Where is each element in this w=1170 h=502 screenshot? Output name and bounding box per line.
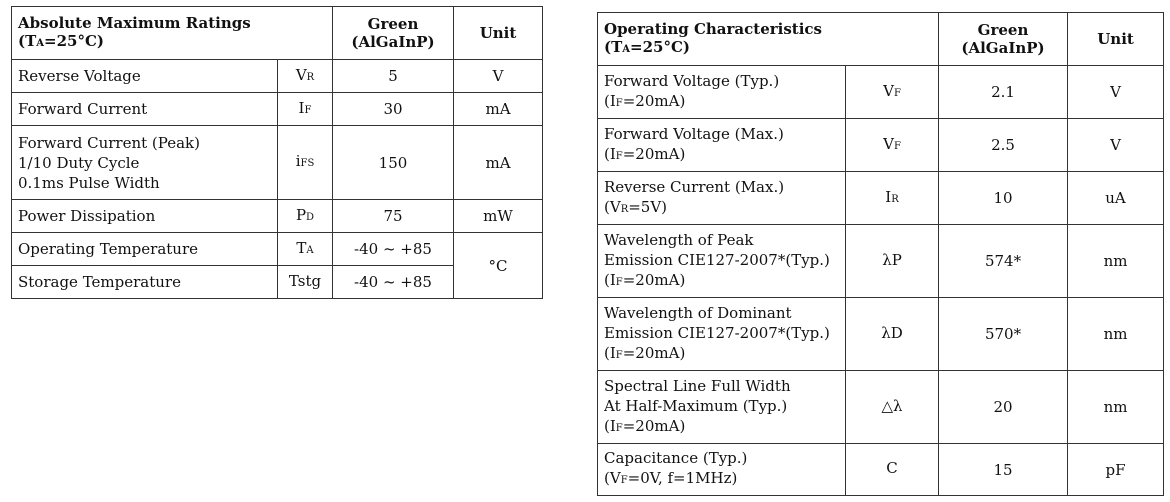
- value-cell: 20: [939, 371, 1068, 444]
- unit-cell: mA: [454, 93, 543, 126]
- param-cell: Wavelength of Peak Emission CIE127-2007*(Typ.) (IF=20mA): [598, 225, 846, 298]
- symbol-cell: IF: [278, 93, 333, 126]
- value-cell: 15: [939, 444, 1068, 496]
- unit-column-header: Unit: [1068, 13, 1164, 66]
- param-cell: Operating Temperature: [12, 233, 278, 266]
- unit-cell: mA: [454, 126, 543, 200]
- operating-characteristics-table: [597, 12, 1164, 496]
- symbol-cell: VF: [846, 66, 939, 119]
- value-cell: 5: [333, 60, 454, 93]
- param-cell: Forward Voltage (Typ.) (IF=20mA): [598, 66, 846, 119]
- absolute-maximum-ratings-table: [11, 6, 543, 299]
- unit-cell: nm: [1068, 298, 1164, 371]
- symbol-cell: TA: [278, 233, 333, 266]
- symbol-cell: △λ: [846, 371, 939, 444]
- symbol-cell: C: [846, 444, 939, 496]
- symbol-cell: λP: [846, 225, 939, 298]
- value-cell: 2.5: [939, 119, 1068, 172]
- table-condition: (TA=25°C): [604, 37, 691, 56]
- param-cell: Forward Current: [12, 93, 278, 126]
- symbol-cell: VF: [846, 119, 939, 172]
- unit-cell: nm: [1068, 371, 1164, 444]
- unit-cell: °C: [454, 233, 543, 299]
- table-row: [598, 119, 1164, 172]
- table-row: [598, 298, 1164, 371]
- unit-cell: pF: [1068, 444, 1164, 496]
- table-condition: (TA=25°C): [18, 31, 105, 50]
- table-row: [598, 66, 1164, 119]
- table-title: Operating Characteristics: [604, 19, 823, 38]
- param-cell: Spectral Line Full Width At Half-Maximum (Typ.) (IF=20mA): [598, 371, 846, 444]
- symbol-cell: Tstg: [278, 266, 333, 299]
- value-cell: 570*: [939, 298, 1068, 371]
- param-cell: Reverse Voltage: [12, 60, 278, 93]
- param-cell: Forward Voltage (Max.) (IF=20mA): [598, 119, 846, 172]
- table-header-row: [598, 13, 1164, 66]
- unit-cell: V: [1068, 119, 1164, 172]
- value-cell: 30: [333, 93, 454, 126]
- table-title-cell: [598, 13, 939, 66]
- table-row: [598, 172, 1164, 225]
- symbol-cell: λD: [846, 298, 939, 371]
- param-cell: Reverse Current (Max.) (VR=5V): [598, 172, 846, 225]
- value-cell: 574*: [939, 225, 1068, 298]
- unit-cell: V: [454, 60, 543, 93]
- table-row: [12, 233, 543, 266]
- table-row: [598, 444, 1164, 496]
- param-cell: Wavelength of Dominant Emission CIE127-2007*(Typ.) (IF=20mA): [598, 298, 846, 371]
- table-row: [12, 93, 543, 126]
- table-title: Absolute Maximum Ratings: [18, 13, 251, 32]
- param-cell: Capacitance (Typ.) (VF=0V, f=1MHz): [598, 444, 846, 496]
- value-cell: 2.1: [939, 66, 1068, 119]
- green-column-header: Green (AlGaInP): [333, 7, 454, 60]
- param-cell: Forward Current (Peak) 1/10 Duty Cycle 0.1ms Pulse Width: [12, 126, 278, 200]
- symbol-cell: PD: [278, 200, 333, 233]
- unit-cell: V: [1068, 66, 1164, 119]
- unit-column-header: Unit: [454, 7, 543, 60]
- unit-cell: nm: [1068, 225, 1164, 298]
- param-cell: Power Dissipation: [12, 200, 278, 233]
- param-cell: Storage Temperature: [12, 266, 278, 299]
- unit-cell: uA: [1068, 172, 1164, 225]
- table-row: [12, 200, 543, 233]
- value-cell: 150: [333, 126, 454, 200]
- value-cell: 10: [939, 172, 1068, 225]
- value-cell: -40 ~ +85: [333, 233, 454, 266]
- table-row: [598, 371, 1164, 444]
- symbol-cell: iFS: [278, 126, 333, 200]
- table-header-row: [12, 7, 543, 60]
- table-row: [598, 225, 1164, 298]
- symbol-cell: IR: [846, 172, 939, 225]
- unit-cell: mW: [454, 200, 543, 233]
- value-cell: -40 ~ +85: [333, 266, 454, 299]
- table-row: [12, 60, 543, 93]
- symbol-cell: VR: [278, 60, 333, 93]
- table-title-cell: [12, 7, 333, 60]
- green-column-header: Green (AlGaInP): [939, 13, 1068, 66]
- value-cell: 75: [333, 200, 454, 233]
- table-row: [12, 126, 543, 200]
